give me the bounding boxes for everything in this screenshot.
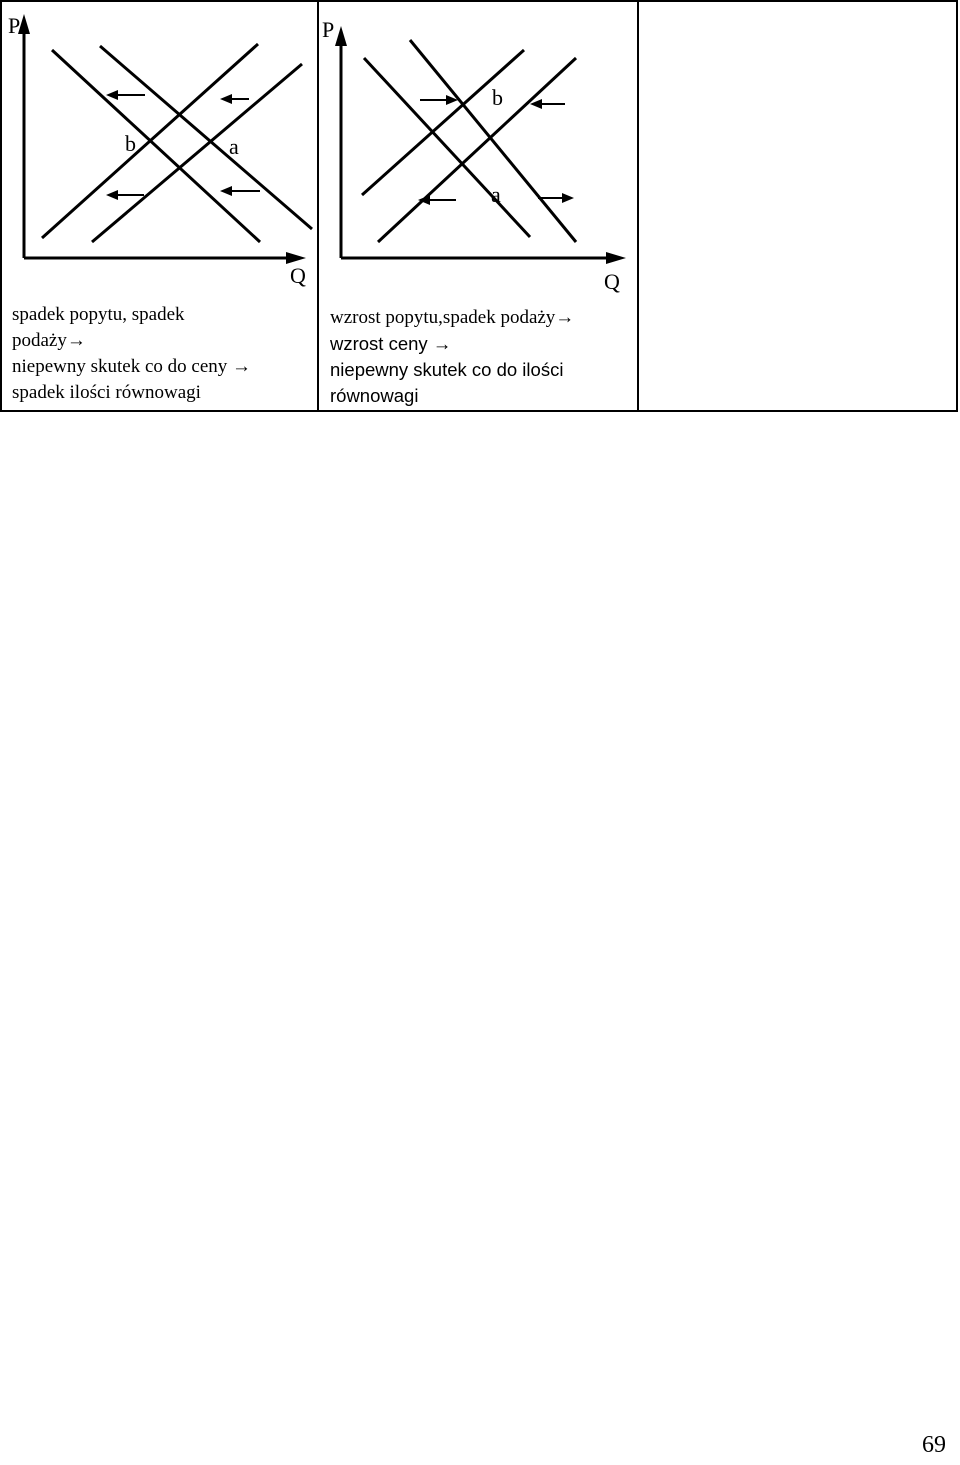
equilibrium-label-b: b <box>492 85 503 110</box>
shift-arrow-left-3 <box>106 190 144 200</box>
y-axis-arrowhead <box>335 26 347 46</box>
shift-arrow-left-2 <box>418 195 456 205</box>
shift-arrow-left-2 <box>220 94 249 104</box>
diagram-table <box>0 0 958 412</box>
supply-curve-2 <box>362 50 524 195</box>
empty-cell <box>639 2 956 410</box>
caption-1 <box>12 302 251 406</box>
supply-curve-2 <box>92 64 302 242</box>
table-border-right <box>956 0 958 412</box>
caption-1-line: spadek popytu, spadek <box>12 304 185 325</box>
shift-arrow-left-1 <box>106 90 145 100</box>
supply-demand-diagram-2 <box>318 0 638 300</box>
page-number: 69 <box>922 1432 946 1458</box>
x-axis-label: Q <box>290 263 306 288</box>
caption-2 <box>330 305 574 409</box>
y-axis-label: P <box>322 17 335 42</box>
caption-1-line: podaży→ <box>12 330 86 351</box>
supply-curve-1 <box>378 58 576 242</box>
shift-arrow-left-1 <box>530 99 565 109</box>
table-border-bottom <box>0 410 958 412</box>
shift-arrow-left-4 <box>220 186 260 196</box>
caption-1-line: niepewny skutek co do ceny → <box>12 356 252 377</box>
caption-2-line: równowagi <box>330 385 419 406</box>
caption-2-line: wzrost ceny → <box>330 333 452 354</box>
caption-2-line: wzrost popytu,spadek podaży→ <box>330 307 575 328</box>
demand-curve-2 <box>410 40 576 242</box>
supply-demand-diagram-1 <box>0 0 318 300</box>
caption-1-line: spadek ilości równowagi <box>12 382 201 403</box>
equilibrium-label-a: a <box>229 134 239 159</box>
y-axis-label: P <box>8 13 21 38</box>
x-axis-arrowhead <box>606 252 626 264</box>
equilibrium-label-a: a <box>491 182 501 207</box>
caption-2-line: niepewny skutek co do ilości <box>330 359 564 380</box>
x-axis-label: Q <box>604 269 620 294</box>
shift-arrow-right-1 <box>420 95 458 105</box>
equilibrium-label-b: b <box>125 131 136 156</box>
